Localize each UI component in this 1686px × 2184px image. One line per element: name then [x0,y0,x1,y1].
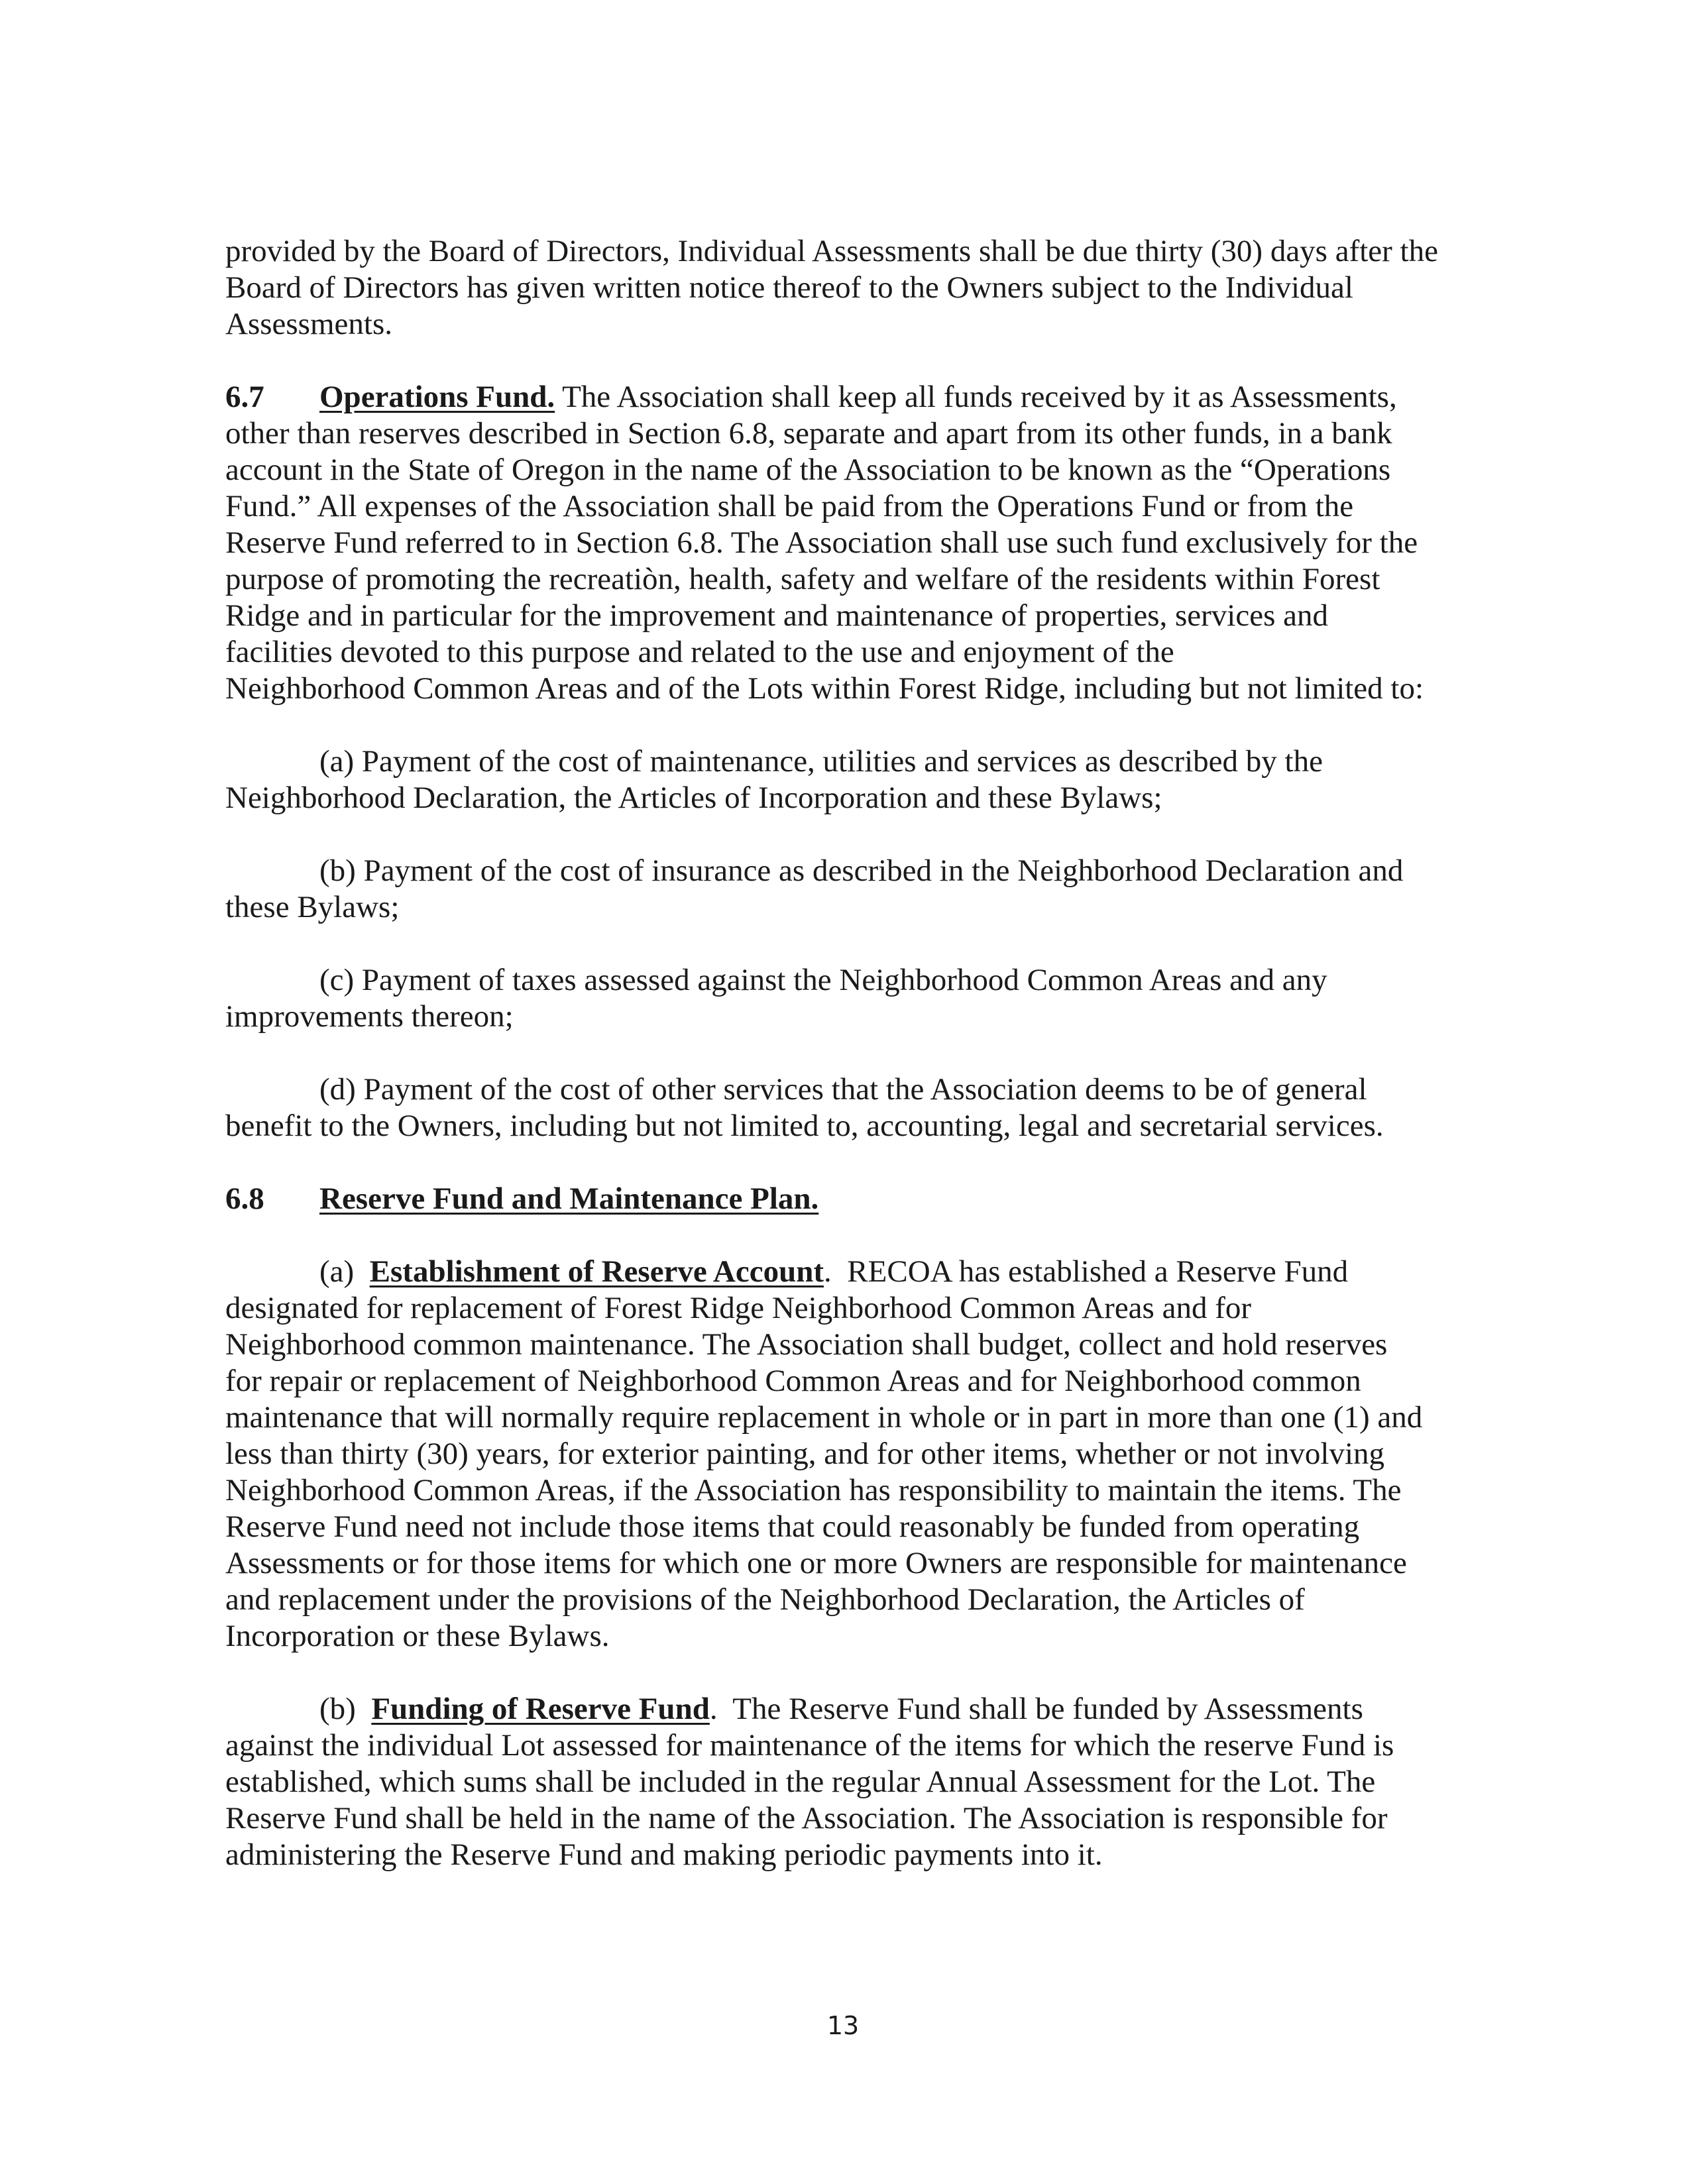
section-6-8 [225,1181,1471,1217]
section-heading: Operations Fund. [319,380,555,414]
subsection-6-8-b [225,1691,1471,1873]
text-line: and replacement under the provisions of the Neighborhood Declaration, the Articles of [225,1582,1305,1617]
subsection-heading: Funding of Reserve Fund [371,1692,710,1726]
text-line: Reserve Fund need not include those items that could reasonably be funded from operating [225,1509,1360,1544]
section-number: 6.7 [225,380,264,414]
text-line: account in the State of Oregon in the name of the Association to be known as the “Operations [225,453,1391,487]
text-line: Ridge and in particular for the improvement and maintenance of properties, services and [225,598,1328,633]
section-6-7-first-line [225,379,1471,415]
text-line: Neighborhood common maintenance. The Association shall budget, collect and hold reserves [225,1327,1388,1362]
text-line: (c) Payment of taxes assessed against the Neighborhood Common Areas and any [319,963,1327,997]
text-line: less than thirty (30) years, for exterior painting, and for other items, whether or not involving [225,1437,1385,1471]
text-line: Neighborhood Common Areas and of the Lots within Forest Ridge, including but not limited to: [225,671,1424,706]
text-line: established, which sums shall be included in the regular Annual Assessment for the Lot. The [225,1765,1376,1799]
text-line: designated for replacement of Forest Ridge Neighborhood Common Areas and for [225,1291,1251,1325]
text-line: these Bylaws; [225,890,400,924]
text-line: Assessments or for those items for which one or more Owners are responsible for maintenance [225,1546,1407,1580]
page-number: 13 [826,2011,860,2040]
page-body [225,233,1471,1910]
text-line: Reserve Fund shall be held in the name of the Association. The Association is responsible for [225,1801,1388,1835]
text-run: . RECOA has established a Reserve Fund [824,1254,1349,1289]
subsection-6-7-a [225,743,1471,816]
subsection-6-7-c [225,962,1471,1035]
text-line: improvements thereon; [225,999,514,1034]
text-line: provided by the Board of Directors, Individual Assessments shall be due thirty (30) days after the [225,234,1438,268]
subsection-6-7-d [225,1071,1471,1144]
item-label: (b) [319,1692,372,1726]
text-line: (b) Payment of the cost of insurance as described in the Neighborhood Declaration and [319,853,1404,888]
text-run: The Association shall keep all funds received by it as Assessments, [555,380,1397,414]
intro-paragraph [225,233,1471,343]
text-line: facilities devoted to this purpose and related to the use and enjoyment of the [225,635,1174,669]
text-line: Fund.” All expenses of the Association shall be paid from the Operations Fund or from the [225,489,1354,523]
subsection-6-8-a [225,1254,1471,1655]
text-line: for repair or replacement of Neighborhood Common Areas and for Neighborhood common [225,1364,1361,1398]
subsection-6-8-b-first-line [225,1691,1471,1727]
text-run: . The Reserve Fund shall be funded by Assessments [709,1692,1363,1726]
text-line: purpose of promoting the recreatiòn, health, safety and welfare of the residents within Forest [225,562,1380,596]
item-label: (a) [319,1254,370,1289]
text-line: Board of Directors has given written notice thereof to the Owners subject to the Individual [225,270,1353,305]
section-6-7 [225,379,1471,707]
text-line: (a) Payment of the cost of maintenance, utilities and services as described by the [319,744,1323,779]
text-line: other than reserves described in Section 6.8, separate and apart from its other funds, in a bank [225,416,1392,451]
text-line: Neighborhood Declaration, the Articles of Incorporation and these Bylaws; [225,781,1162,815]
text-line: against the individual Lot assessed for maintenance of the items for which the reserve Fund is [225,1728,1394,1763]
text-line: Incorporation or these Bylaws. [225,1619,610,1653]
subsection-heading: Establishment of Reserve Account [369,1254,824,1289]
text-line: benefit to the Owners, including but not limited to, accounting, legal and secretarial services. [225,1109,1384,1143]
text-line: Assessments. [225,307,392,341]
section-number: 6.8 [225,1181,264,1216]
text-line: (d) Payment of the cost of other services that the Association deems to be of general [319,1072,1367,1107]
text-line: Reserve Fund referred to in Section 6.8. The Association shall use such fund exclusively for the [225,525,1418,560]
text-line: administering the Reserve Fund and making periodic payments into it. [225,1837,1103,1872]
section-heading: Reserve Fund and Maintenance Plan. [319,1181,819,1216]
subsection-6-7-b [225,853,1471,926]
subsection-6-8-a-first-line [225,1254,1471,1290]
section-6-8-heading-line [225,1181,1471,1217]
text-line: Neighborhood Common Areas, if the Association has responsibility to maintain the items. The [225,1473,1402,1507]
text-line: maintenance that will normally require replacement in whole or in part in more than one (1) and [225,1400,1423,1435]
